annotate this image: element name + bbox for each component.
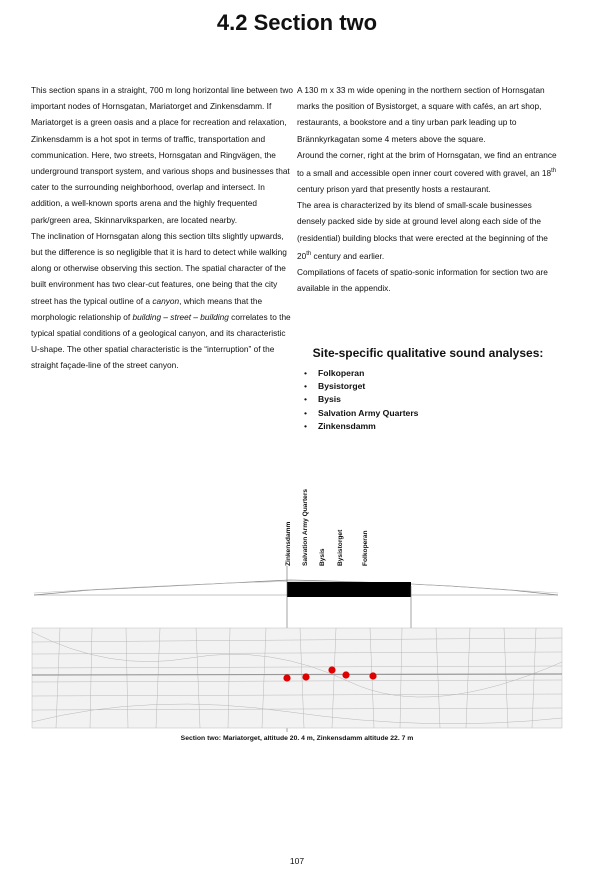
- paragraph: Around the corner, right at the brim of Hornsgatan, we find an entrance to a small and accessible open inner court covered with gravel, an 18th century prison yard that presently hosts a restaurant.: [297, 149, 557, 194]
- paragraph: The area is characterized by its blend of small-scale businesses densely packed side by side at ground level along each side of the (residential) building blocks that were erected at the beginning of the 20th century and earlier.: [297, 200, 548, 261]
- page-title: 4.2 Section two: [216, 10, 378, 35]
- paragraph: Compilations of facets of spatio-sonic information for section two are available in the appendix.: [297, 266, 548, 293]
- paragraph: The inclination of Hornsgatan along this section tilts slightly upwards, but the difference is so negligible that it is hard to detect while walking along or otherwise observing this section. The spatial character of the built environment has two clear-cut features, one being that the city street has the typical outline of a canyon, which means that the morphologic relationship of building – street – building correlates to the typical spatial conditions of a geological canyon, and its characteristic U-shape. The other spatial characteristic is the “interruption” of the straight façade-line of the street canyon.: [31, 230, 291, 371]
- analyses-list: [318, 367, 418, 433]
- emphasis: canyon: [152, 295, 180, 306]
- figure-label-folkoperan: Folkoperan: [362, 530, 369, 566]
- figure-label-zinkensdamm: Zinkensdamm: [285, 521, 292, 566]
- analyses-heading: Site-specific qualitative sound analyses:: [312, 346, 544, 360]
- street-map: [32, 628, 562, 728]
- list-item: • Bysis: [318, 393, 418, 406]
- section-highlight: [287, 582, 411, 597]
- figure-label-salvation-army: Salvation Army Quarters: [302, 488, 309, 566]
- figure-label-bysis: Bysis: [319, 548, 326, 566]
- site-marker-dot: [283, 674, 290, 681]
- figure-caption: Section two: Mariatorget, altitude 20. 4 m, Zinkensdamm altitude 22. 7 m: [180, 735, 414, 742]
- section-drawing: [30, 482, 564, 732]
- site-marker-dot: [302, 673, 309, 680]
- list-item: • Zinkensdamm: [318, 420, 418, 433]
- paragraph: A 130 m x 33 m wide opening in the northern section of Hornsgatan marks the position of Bysistorget, a square with cafés, an art shop, restaurants, a bookstore and a tiny urban park leading up to Brännkyrkagatan some 4 meters above the square.: [297, 85, 545, 144]
- list-item: • Folkoperan: [318, 367, 418, 380]
- list-item: • Bysistorget: [318, 380, 418, 393]
- site-marker-dot: [369, 672, 376, 679]
- page-number: 107: [289, 856, 305, 866]
- emphasis: building – street – building: [132, 311, 229, 322]
- site-marker-dot: [342, 671, 349, 678]
- left-text-column: [31, 82, 293, 374]
- list-item: • Salvation Army Quarters: [318, 407, 418, 420]
- figure-label-bysistorget: Bysistorget: [337, 529, 344, 566]
- site-marker-dot: [328, 666, 335, 673]
- section-figure: [30, 482, 564, 732]
- right-text-column: [297, 82, 559, 296]
- paragraph: This section spans in a straight, 700 m long horizontal line between two important nodes of Hornsgatan, Mariatorget and Zinkensdamm. If Mariatorget is a green oasis and a place for recreation and relaxation, Zinkensdamm is a hot spot in terms of traffic, transportation and communication. Here, two streets, Hornsgatan and Ringvägen, the underground transport system, and various shops and businesses that cater to the surrounding neighborhood, overlap and intersect. In addition, a well-known sports arena and the highly frequented park/green area, Skinnarviksparken, are located nearby.: [31, 85, 293, 225]
